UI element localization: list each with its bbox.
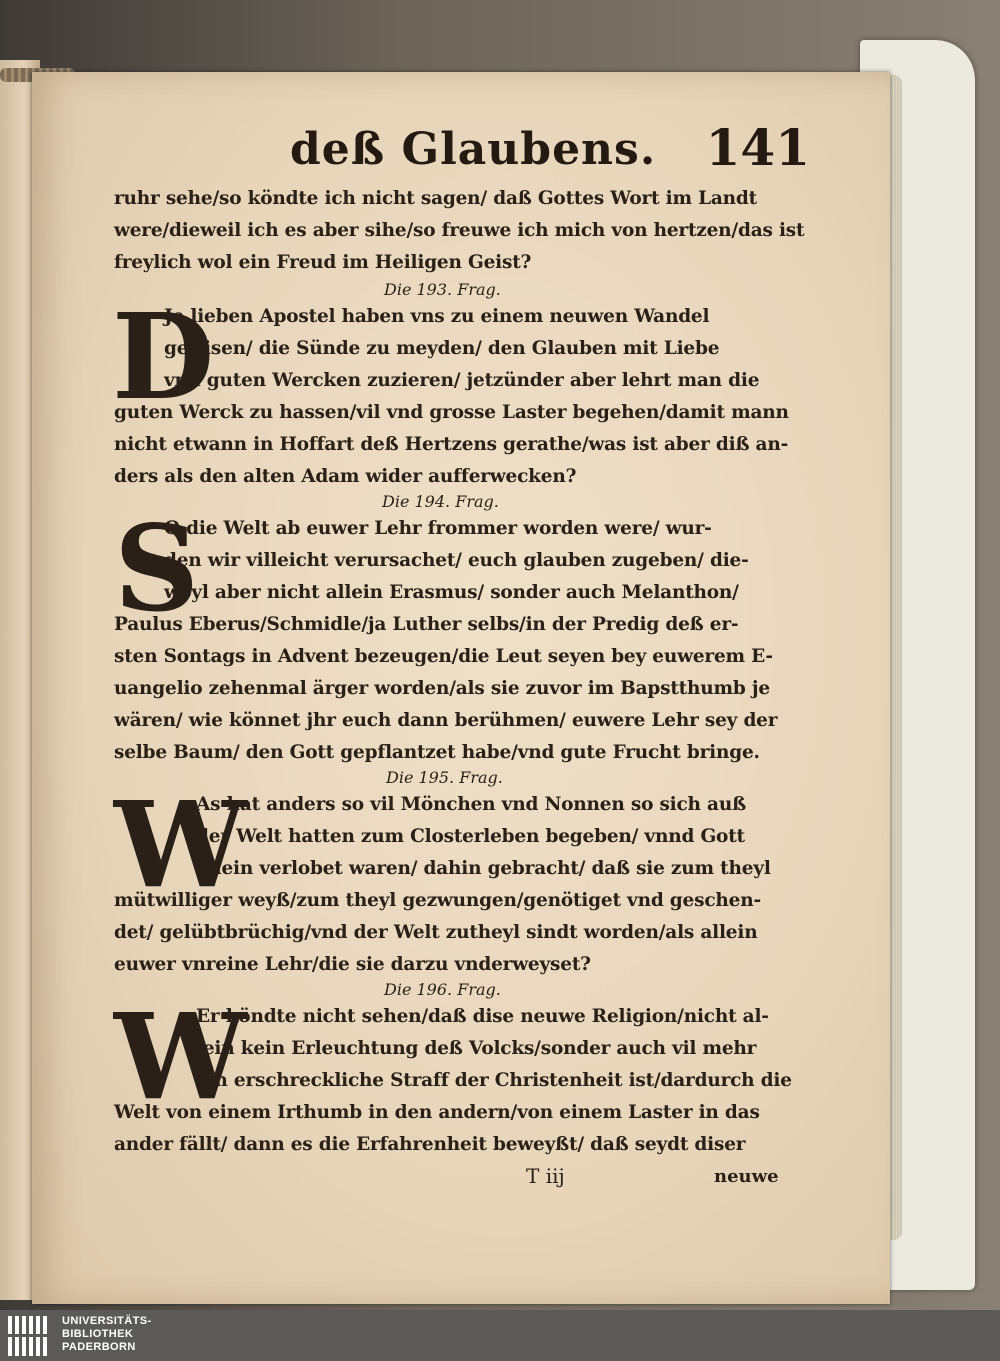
signature-mark: T iij [526, 1164, 565, 1188]
text-line: det/ gelübtbrüchig/vnd der Welt zutheyl sindt worden/als allein [114, 922, 758, 943]
library-name-line: BIBLIOTHEK [62, 1328, 134, 1340]
library-name-line: UNIVERSITÄTS- [62, 1315, 152, 1327]
catchword: neuwe [714, 1166, 779, 1187]
running-head-title: deß Glaubens. [290, 124, 657, 175]
library-logo-icon [6, 1314, 54, 1358]
text-line: ein erschreckliche Straff der Christenheit ist/dardurch die [196, 1070, 792, 1091]
text-line: weyl aber nicht allein Erasmus/ sonder auch Melanthon/ [164, 582, 739, 603]
text-line: gewisen/ die Sünde zu meyden/ den Glauben mit Liebe [164, 338, 720, 359]
text-line: Welt von einem Irthumb in den andern/von einem Laster in das [114, 1102, 760, 1123]
text-line: lein kein Erleuchtung deß Volcks/sonder auch vil mehr [196, 1038, 757, 1059]
drop-cap: W [114, 775, 247, 914]
text-line: ander fällt/ dann es die Erfahrenheit beweyßt/ daß seydt diser [114, 1134, 746, 1155]
text-line: nicht etwann in Hoffart deß Hertzens gerathe/was ist aber diß an- [114, 434, 789, 455]
text-line: selbe Baum/ den Gott gepflantzet habe/vnd gute Frucht bringe. [114, 742, 760, 763]
text-line: freylich wol ein Freud im Heiligen Geist? [114, 252, 532, 273]
drop-cap: S [114, 499, 200, 638]
question-caption: Die 196. Frag. [384, 980, 501, 999]
page-number: 141 [705, 118, 810, 177]
question-caption: Die 195. Frag. [386, 768, 503, 787]
text-line: wären/ wie könnet jhr euch dann berühmen/ euwere Lehr sey der [114, 710, 778, 731]
text-line: sten Sontags in Advent bezeugen/die Leut seyen bey euwerem E- [114, 646, 773, 667]
running-head [290, 118, 810, 194]
text-line: Paulus Eberus/Schmidle/ja Luther selbs/in der Predig deß er- [114, 614, 739, 635]
text-line: der Welt hatten zum Closterleben begeben/ vnnd Gott [196, 826, 745, 847]
text-line: O die Welt ab euwer Lehr frommer worden were/ wur- [164, 518, 712, 539]
text-line: ruhr sehe/so köndte ich nicht sagen/ daß Gottes Wort im Landt [114, 188, 757, 209]
library-logo-text [62, 1315, 152, 1354]
text-line: guten Werck zu hassen/vil vnd grosse Laster begehen/damit mann [114, 402, 789, 423]
text-line: euwer vnreine Lehr/die sie darzu vnderweyset? [114, 954, 591, 975]
library-name-line: PADERBORN [62, 1341, 136, 1353]
text-line: den wir villeicht verursachet/ euch glauben zugeben/ die- [164, 550, 749, 571]
text-line: Je lieben Apostel haben vns zu einem neuwen Wandel [164, 306, 710, 327]
text-line: uangelio zehenmal ärger worden/als sie zuvor im Bapstthumb je [114, 678, 770, 699]
book-page [32, 72, 890, 1304]
text-line: allein verlobet waren/ dahin gebracht/ daß sie zum theyl [196, 858, 771, 879]
library-footer [0, 1310, 1000, 1361]
question-caption: Die 193. Frag. [384, 280, 501, 299]
text-line: Er köndte nicht sehen/daß dise neuwe Religion/nicht al- [196, 1006, 769, 1027]
question-caption: Die 194. Frag. [382, 492, 499, 511]
text-line: vnd guten Wercken zuzieren/ jetzünder aber lehrt man die [164, 370, 760, 391]
text-line: mütwilliger weyß/zum theyl gezwungen/genötiget vnd geschen- [114, 890, 761, 911]
text-line: were/dieweil ich es aber sihe/so freuwe ich mich von hertzen/das ist [114, 220, 805, 241]
drop-cap: W [114, 987, 247, 1126]
text-line: As hat anders so vil Mönchen vnd Nonnen so sich auß [196, 794, 746, 815]
drop-cap: D [112, 287, 215, 426]
text-line: ders als den alten Adam wider aufferwecken? [114, 466, 577, 487]
